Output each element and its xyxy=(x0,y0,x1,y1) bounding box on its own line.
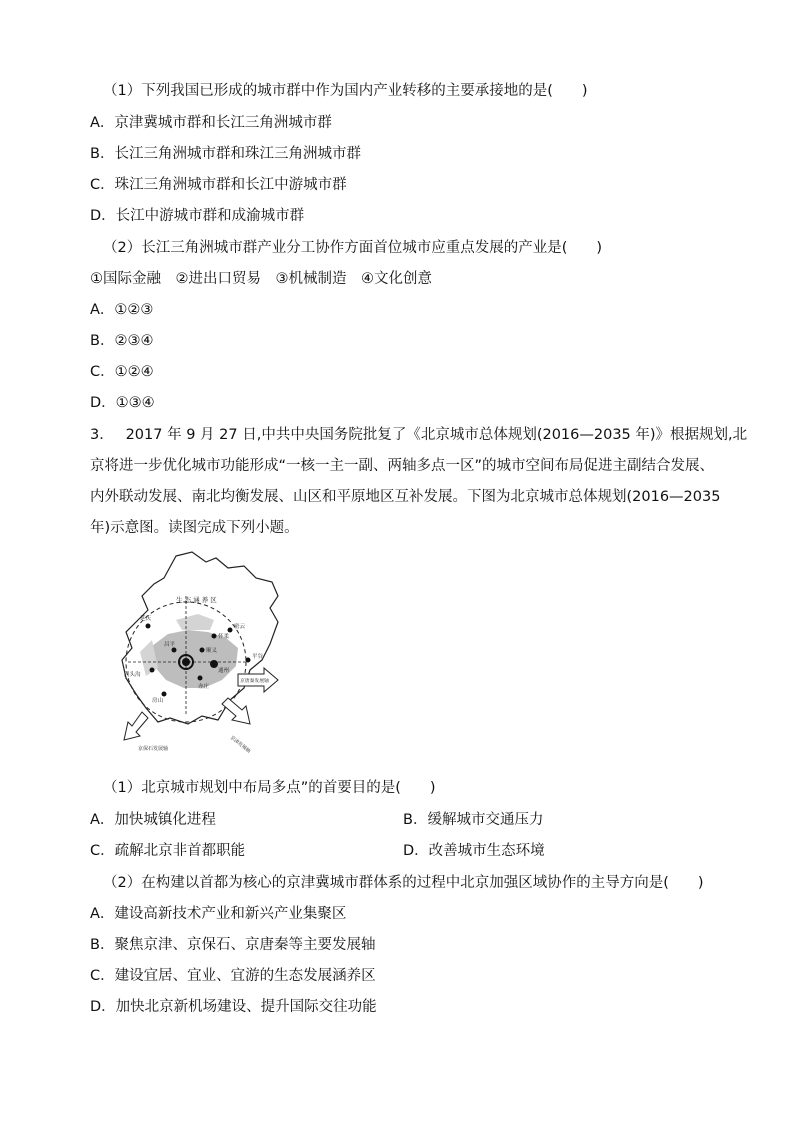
jing-jin-axis-arrow xyxy=(222,698,250,724)
q3-sub1-option-a[interactable]: A．加快城镇化进程 xyxy=(90,812,216,828)
q3-sub1-stem: （1）北京城市规划中布局多点”的首要目的是( ) xyxy=(103,780,436,796)
map-label-mentougou: 门头沟 xyxy=(124,672,141,678)
q3-intro-line-2: 京将进一步优化城市功能形成“一核一主一副、两轴多点一区”的城市空间布局促进主副结合发展、 xyxy=(90,458,715,474)
q2-sub2-option-b[interactable]: B．②③④ xyxy=(90,333,154,349)
map-label-tongzhou: 通州 xyxy=(218,668,230,674)
map-region-label: 生 态 涵 养 区 xyxy=(176,596,217,604)
map-label-pinggu: 平谷 xyxy=(252,654,264,660)
map-label-miyun: 密云 xyxy=(234,624,246,630)
q3-sub2-option-a[interactable]: A．建设高新技术产业和新兴产业集聚区 xyxy=(90,906,347,922)
q2-sub2-stem: （2）长江三角洲城市群产业分工协作方面首位城市应重点发展的产业是( ) xyxy=(103,240,603,256)
q2-sub1-option-b[interactable]: B．长江三角洲城市群和珠江三角洲城市群 xyxy=(90,146,361,162)
q3-sub1-option-d[interactable]: D．改善城市生态环境 xyxy=(403,843,545,859)
q2-sub2-items: ①国际金融 ②进出口贸易 ③机械制造 ④文化创意 xyxy=(90,271,432,287)
q3-sub2-stem: （2）在构建以首都为核心的京津冀城市群体系的过程中北京加强区域协作的主导方向是( ) xyxy=(103,875,704,891)
map-label-changping: 昌平 xyxy=(164,642,176,648)
map-label-jing-bao-shi: 京保石发展轴 xyxy=(138,746,169,752)
map-label-jing-jin: 京津发展轴 xyxy=(228,735,251,755)
q2-sub1-stem: （1）下列我国已形成的城市群中作为国内产业转移的主要承接地的是( ) xyxy=(103,83,588,99)
beijing-plan-map xyxy=(118,548,294,762)
map-label-fangshan: 房山 xyxy=(152,698,164,704)
q2-sub1-option-c[interactable]: C．珠江三角洲城市群和长江中游城市群 xyxy=(90,177,347,193)
map-label-yizhuang: 亦庄 xyxy=(198,684,210,690)
jing-bao-shi-axis-arrow xyxy=(124,712,148,740)
q3-sub2-option-b[interactable]: B．聚焦京津、京保石、京唐秦等主要发展轴 xyxy=(90,937,376,953)
q3-intro-line-1: 3． 2017 年 9 月 27 日,中共中央国务院批复了《北京城市总体规划(2016—2035 年)》根据规划,北 xyxy=(90,427,748,443)
q2-sub2-option-d[interactable]: D．①③④ xyxy=(90,395,155,411)
q2-sub1-option-d[interactable]: D．长江中游城市群和成渝城市群 xyxy=(90,208,305,224)
q2-sub2-option-a[interactable]: A．①②③ xyxy=(90,302,154,318)
map-label-shunyi: 顺义 xyxy=(206,648,218,654)
map-label-huairou: 怀柔 xyxy=(218,634,230,640)
map-label-jing-tang-qin: 京唐秦发展轴 xyxy=(240,679,269,684)
q3-sub1-option-b[interactable]: B．缓解城市交通压力 xyxy=(403,812,544,828)
q2-sub2-option-c[interactable]: C．①②④ xyxy=(90,364,154,380)
map-label-yanqing: 延庆 xyxy=(140,616,152,622)
q3-sub1-option-c[interactable]: C．疏解北京非首都职能 xyxy=(90,843,246,859)
q3-sub2-option-d[interactable]: D．加快北京新机场建设、提升国际交往功能 xyxy=(90,999,377,1015)
q3-intro-line-4: 年)示意图。读图完成下列小题。 xyxy=(90,520,299,536)
q3-intro-line-3: 内外联动发展、南北均衡发展、山区和平原地区互补发展。下图为北京城市总体规划(2016—2035 xyxy=(90,489,721,505)
q3-sub2-option-c[interactable]: C．建设宜居、宜业、宜游的生态发展涵养区 xyxy=(90,968,376,984)
tongzhou-marker xyxy=(210,660,218,668)
q2-sub1-option-a[interactable]: A．京津冀城市群和长江三角洲城市群 xyxy=(90,115,332,131)
